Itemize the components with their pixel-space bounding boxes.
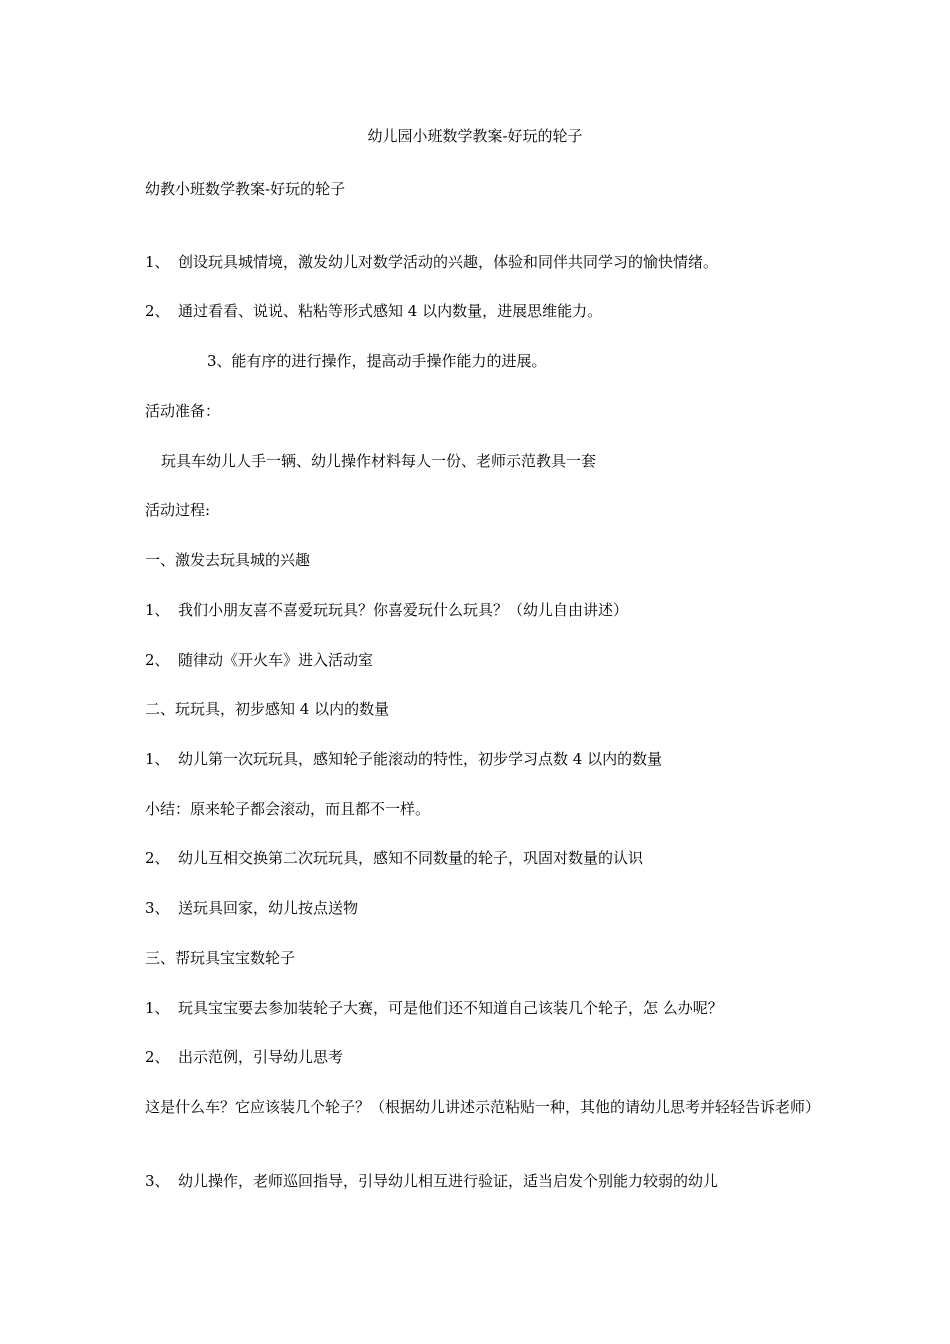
item-text: 玩具宝宝要去参加装轮子大赛，可是他们还不知道自己该装几个轮子，怎 么办呢？	[178, 999, 723, 1017]
section-2-summary: 小结：原来轮子都会滚动，而且都不一样。	[145, 800, 431, 818]
section-heading-1: 一、激发去玩具城的兴趣	[145, 551, 311, 569]
section-1-item-1	[145, 598, 815, 622]
goal-item-1	[145, 250, 815, 274]
goal-item-3: 3、能有序的进行操作，提高动手操作能力的进展。	[207, 352, 547, 370]
goal-text: 创设玩具城情境，激发幼儿对数学活动的兴趣，体验和同伴共同学习的愉快情绪。	[178, 253, 719, 271]
section-3-question: 这是什么车？它应该装几个轮子？（根据幼儿讲述示范粘贴一种，其他的请幼儿思考并轻轻告诉老师）	[145, 1098, 821, 1116]
item-number: 2、	[145, 651, 170, 669]
item-text: 幼儿第一次玩玩具，感知轮子能滚动的特性，初步学习点数 4 以内的数量	[178, 750, 663, 768]
goal-number: 2、	[145, 302, 170, 320]
item-text: 随律动《开火车》进入活动室	[178, 651, 374, 669]
item-number: 1、	[145, 750, 170, 768]
process-heading: 活动过程:	[145, 501, 211, 519]
item-number: 1、	[145, 601, 170, 619]
prep-text: 玩具车幼儿人手一辆、幼儿操作材料每人一份、老师示范教具一套	[161, 452, 597, 470]
item-text: 我们小朋友喜不喜爱玩玩具？你喜爱玩什么玩具？（幼儿自由讲述）	[178, 601, 629, 619]
item-text: 幼儿互相交换第二次玩玩具，感知不同数量的轮子，巩固对数量的认识	[178, 849, 644, 867]
section-2-item-3	[145, 896, 815, 920]
section-3-item-3	[145, 1169, 815, 1193]
document-subtitle: 幼教小班数学教案-好玩的轮子	[145, 180, 346, 198]
item-text: 出示范例，引导幼儿思考	[178, 1048, 344, 1066]
item-number: 2、	[145, 849, 170, 867]
item-number: 2、	[145, 1048, 170, 1066]
section-3-item-1	[145, 996, 815, 1020]
item-number: 3、	[145, 1172, 170, 1190]
item-text: 幼儿操作，老师巡回指导，引导幼儿相互进行验证，适当启发个别能力较弱的幼儿	[178, 1172, 719, 1190]
prep-heading: 活动准备：	[145, 402, 221, 420]
document-title: 幼儿园小班数学教案-好玩的轮子	[367, 127, 583, 145]
goal-number: 1、	[145, 253, 170, 271]
item-number: 1、	[145, 999, 170, 1017]
section-1-item-2	[145, 648, 815, 672]
section-heading-3: 三、帮玩具宝宝数轮子	[145, 949, 296, 967]
section-2-item-1	[145, 747, 815, 771]
section-2-item-2	[145, 846, 815, 870]
goal-item-2	[145, 299, 815, 323]
section-3-item-2	[145, 1045, 815, 1069]
goal-text: 通过看看、说说、粘粘等形式感知 4 以内数量，进展思维能力。	[178, 302, 603, 320]
item-number: 3、	[145, 899, 170, 917]
item-text: 送玩具回家，幼儿按点送物	[178, 899, 359, 917]
section-heading-2: 二、玩玩具，初步感知 4 以内的数量	[145, 700, 390, 718]
